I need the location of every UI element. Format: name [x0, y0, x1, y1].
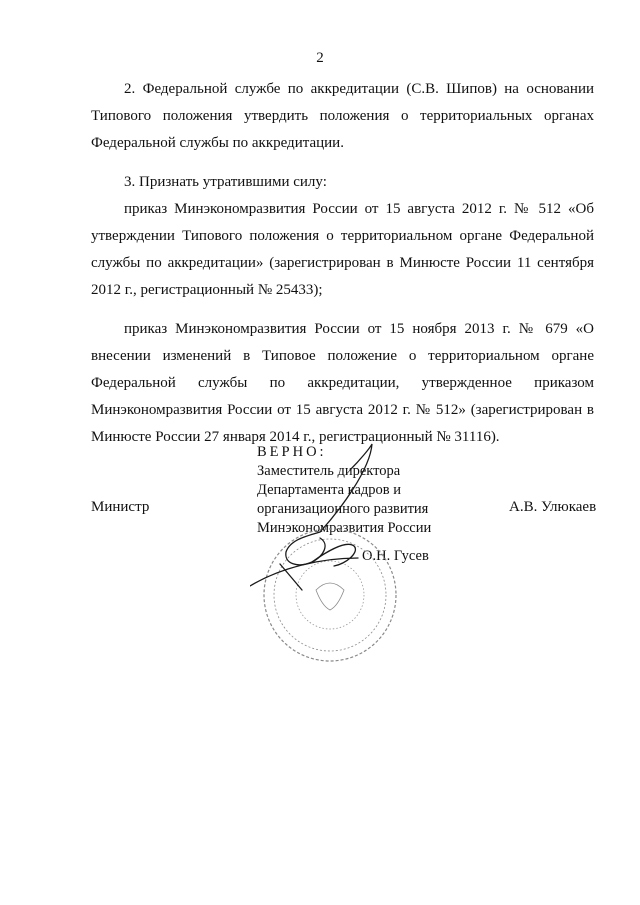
document-body — [91, 76, 594, 451]
certifier-position-line3: организационного развития — [257, 501, 429, 517]
certifier-position-line4: Минэкономразвития России — [257, 520, 432, 536]
minister-name: А.В. Улюкаев — [509, 499, 597, 515]
certifier-position-line2: Департамента кадров и — [257, 482, 402, 498]
paragraph-2: 2. Федеральной службе по аккредитации (С.В. Шипов) на основании Типового положения утвердить положения о территориальных органах Федеральной службы по аккредитации. — [91, 81, 594, 151]
page-number: 2 — [316, 50, 324, 66]
certifier-name: О.Н. Гусев — [362, 548, 429, 564]
paragraph-3: 3. Признать утратившими силу: — [124, 174, 327, 190]
certifier-position-line1: Заместитель директора — [257, 463, 401, 479]
paragraph-order-679: приказ Минэкономразвития России от 15 ноября 2013 г. № 679 «О внесении изменений в Типовое положение о территориальном органе Федеральной службы по аккредитации, утвержденное приказом Минэкономразвития России от 15 августа 2012 г. № 512» (зарегистрирован в Минюсте России 27 января 2014 г., регистрационный № 31116). — [91, 321, 594, 445]
certification-block — [257, 443, 431, 538]
certified-label: ВЕРНО: — [257, 444, 327, 460]
paragraph-order-512: приказ Минэкономразвития России от 15 августа 2012 г. № 512 «Об утверждении Типового положения о территориальном органе Федеральной службы по аккредитации» (зарегистрирован в Минюсте России 11 сентября 2012 г., регистрационный № 25433); — [91, 201, 594, 298]
minister-title: Министр — [91, 499, 150, 515]
